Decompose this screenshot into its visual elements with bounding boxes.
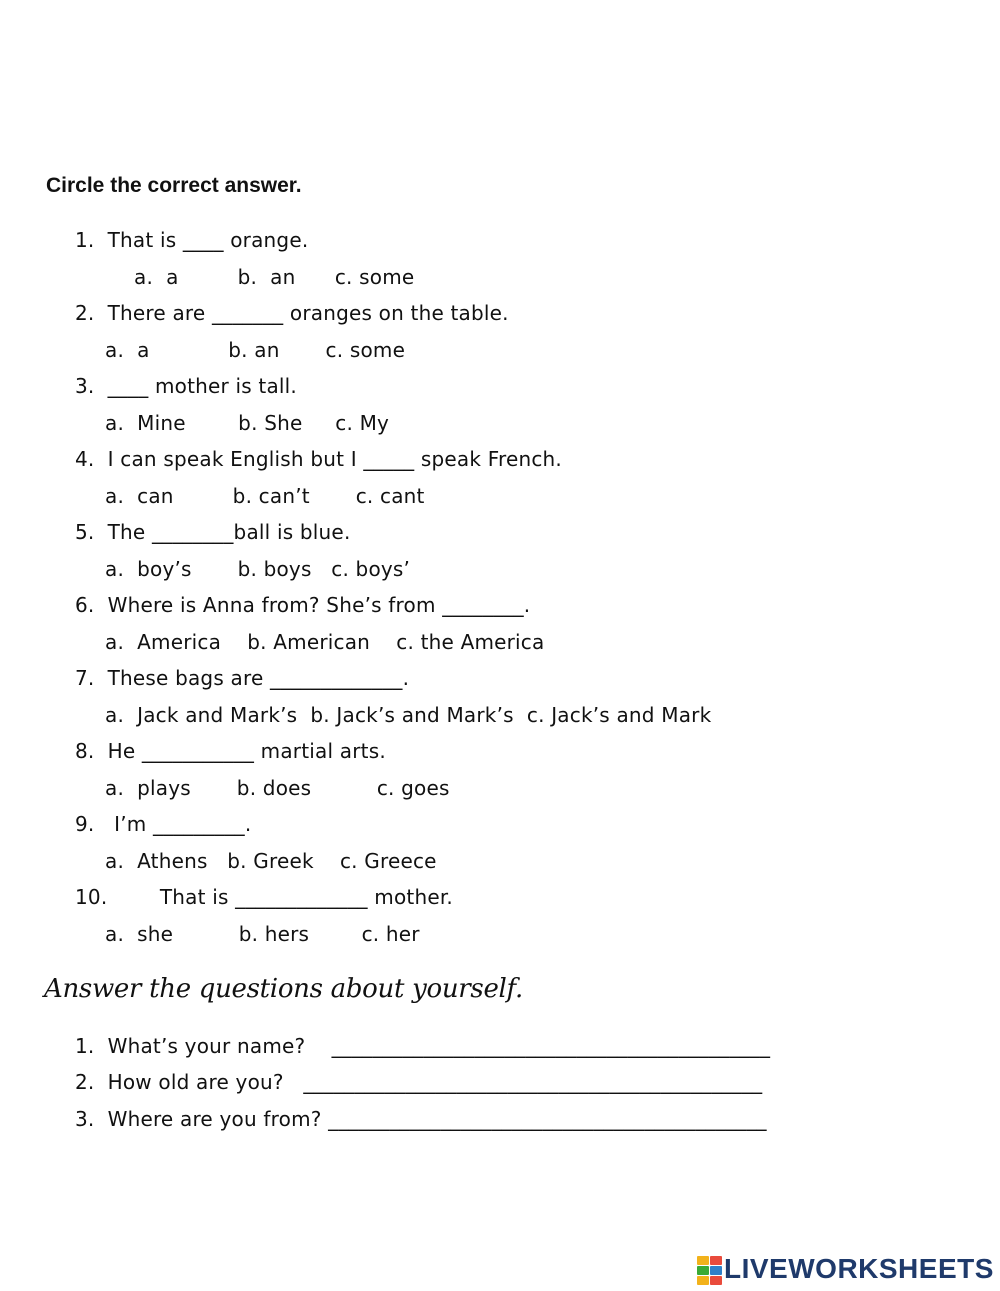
question-10: 10. That is _____________ mother. bbox=[75, 885, 453, 909]
section-heading-circle: Circle the correct answer. bbox=[46, 174, 302, 197]
open-question-1[interactable]: 1. What’s your name? ___________________________________________ bbox=[75, 1034, 771, 1058]
open-question-3[interactable]: 3. Where are you from? ___________________________________________ bbox=[75, 1107, 767, 1131]
logo-block-6 bbox=[710, 1276, 722, 1285]
question-7: 7. These bags are _____________. bbox=[75, 666, 410, 690]
options-1[interactable]: a. a b. an c. some bbox=[134, 265, 415, 289]
logo-block-1 bbox=[697, 1256, 709, 1265]
options-7[interactable]: a. Jack and Mark’s b. Jack’s and Mark’s c. Jack’s and Mark bbox=[105, 703, 712, 727]
open-question-2[interactable]: 2. How old are you? _____________________________________________ bbox=[75, 1070, 763, 1094]
options-6[interactable]: a. America b. American c. the America bbox=[105, 630, 545, 654]
options-4[interactable]: a. can b. can’t c. cant bbox=[105, 484, 425, 508]
logo-block-3 bbox=[697, 1266, 709, 1275]
question-3: 3. ____ mother is tall. bbox=[75, 374, 297, 398]
question-4: 4. I can speak English but I _____ speak French. bbox=[75, 447, 562, 471]
options-9[interactable]: a. Athens b. Greek c. Greece bbox=[105, 849, 437, 873]
logo-block-2 bbox=[710, 1256, 722, 1265]
question-5: 5. The ________ball is blue. bbox=[75, 520, 351, 544]
options-10[interactable]: a. she b. hers c. her bbox=[105, 922, 420, 946]
options-2[interactable]: a. a b. an c. some bbox=[105, 338, 406, 362]
options-5[interactable]: a. boy’s b. boys c. boys’ bbox=[105, 557, 411, 581]
section-heading-answer: Answer the questions about yourself. bbox=[44, 974, 523, 1004]
options-3[interactable]: a. Mine b. She c. My bbox=[105, 411, 390, 435]
question-6: 6. Where is Anna from? She’s from ________. bbox=[75, 593, 531, 617]
logo-block-5 bbox=[697, 1276, 709, 1285]
options-8[interactable]: a. plays b. does c. goes bbox=[105, 776, 450, 800]
liveworksheets-logo-text: LIVEWORKSHEETS bbox=[724, 1253, 994, 1284]
question-9: 9. I’m _________. bbox=[75, 812, 252, 836]
liveworksheets-logo-icon bbox=[697, 1256, 723, 1286]
question-8: 8. He ___________ martial arts. bbox=[75, 739, 386, 763]
question-2: 2. There are _______ oranges on the table. bbox=[75, 301, 509, 325]
logo-block-4 bbox=[710, 1266, 722, 1275]
question-1: 1. That is ____ orange. bbox=[75, 228, 309, 252]
